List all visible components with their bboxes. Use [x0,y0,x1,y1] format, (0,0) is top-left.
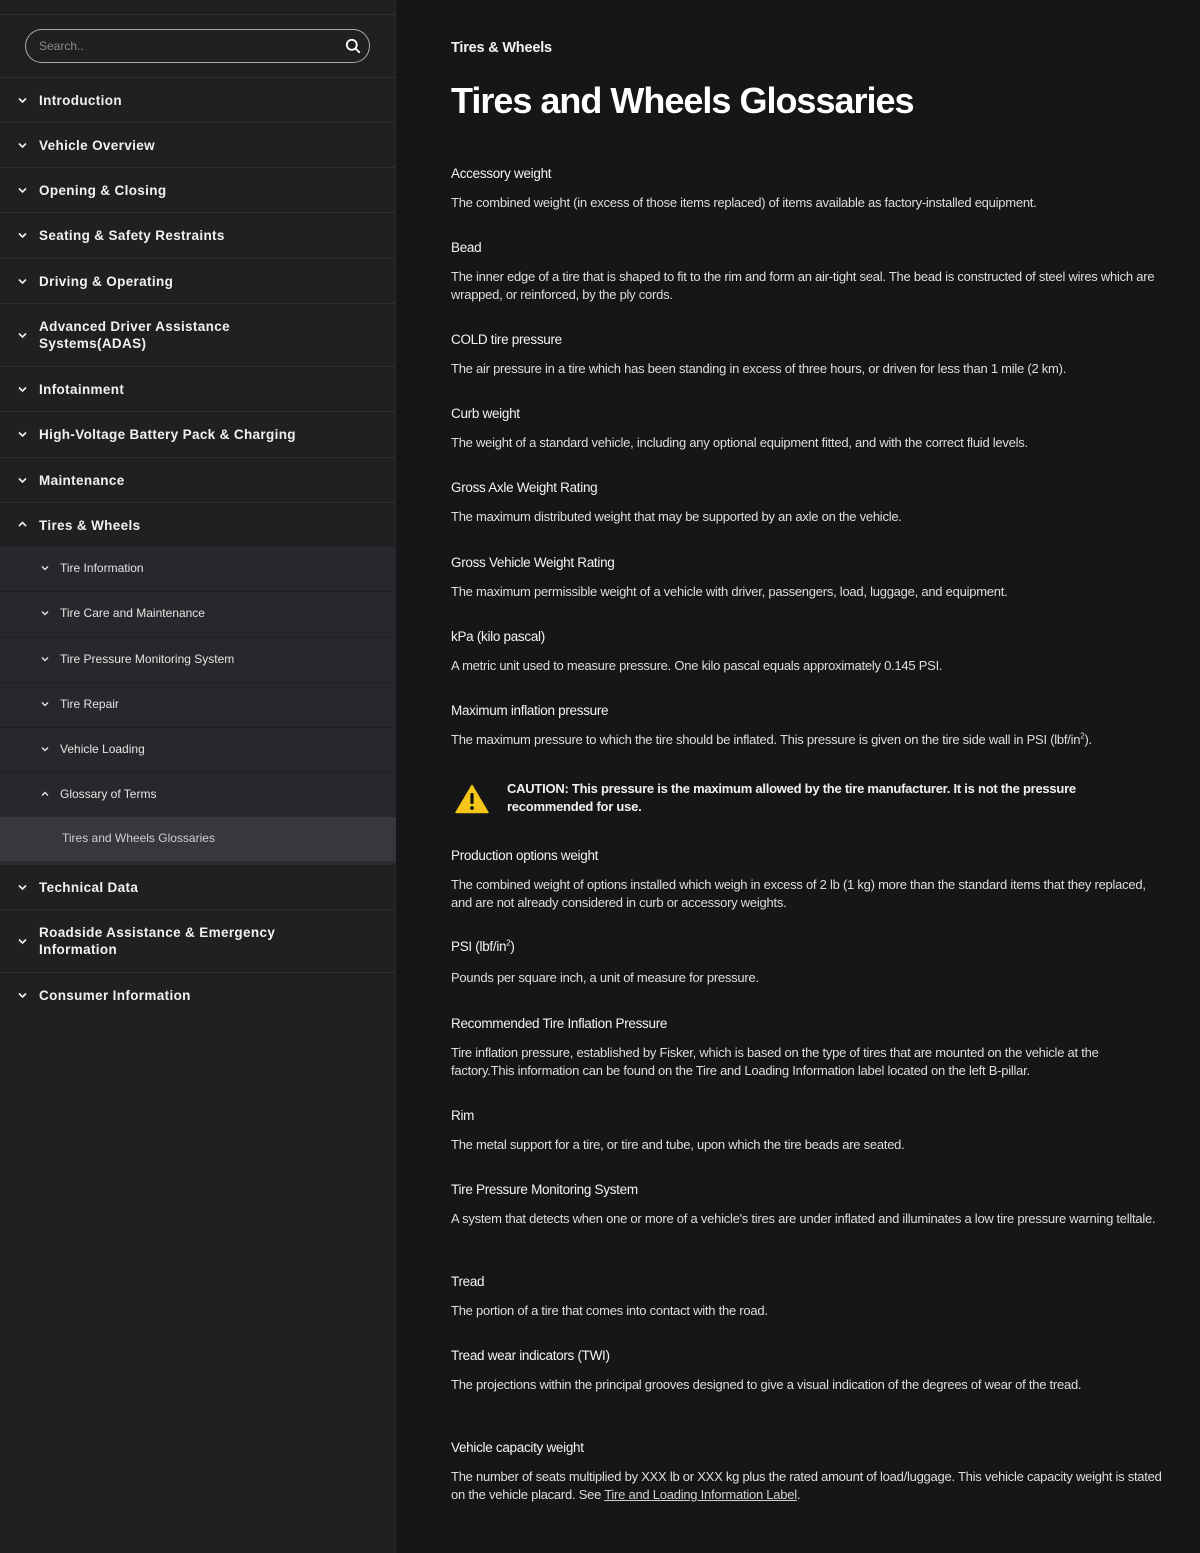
term-definition: The maximum permissible weight of a vehicle with driver, passengers, load, luggage, and equipment. [451,584,1008,599]
tire-loading-label-link[interactable]: Tire and Loading Information Label [604,1487,797,1502]
chevron-up-icon [40,789,50,799]
search-input[interactable] [25,29,370,63]
glossary-term [451,848,1163,912]
sidebar-item-introduction[interactable] [0,78,396,123]
sidebar-subitem-glossary[interactable] [0,773,396,817]
glossary-term [451,629,1163,675]
term-definition-text: ). [1084,732,1092,747]
sidebar-item-label: Introduction [39,93,122,108]
divider [0,14,396,15]
sidebar-item-label: Driving & Operating [39,274,174,289]
term-title: Gross Vehicle Weight Rating [451,555,615,570]
term-definition: The combined weight (in excess of those items replaced) of items available as factory-installed equipment. [451,195,1037,210]
term-title: Tire Pressure Monitoring System [451,1182,638,1197]
main-content [397,0,1200,1553]
term-definition-text: The number of seats multiplied by XXX lb or XXX kg plus the rated amount of load/luggage. This vehicle capacity weight is stated on the vehicle placard. See [451,1469,1162,1502]
chevron-down-icon [17,990,28,1001]
term-definition-text: The maximum pressure to which the tire should be inflated. This pressure is given on the tire side wall in PSI (lbf/in [451,732,1081,747]
sidebar-subitem-tire-care[interactable] [0,592,396,638]
term-definition: The combined weight of options installed which weigh in excess of 2 lb (1 kg) more than the standard items that they replaced, and are not already considered in curb or accessory weights. [451,877,1146,910]
term-title: Maximum inflation pressure [451,703,609,718]
sidebar-subitem-vehicle-loading[interactable] [0,728,396,773]
chevron-down-icon [40,744,50,754]
chevron-down-icon [17,185,28,196]
chevron-down-icon [17,936,28,947]
term-title: Vehicle capacity weight [451,1440,584,1455]
glossary-term [451,703,1163,749]
glossary-term [451,406,1163,452]
sidebar-item-label: Technical Data [39,880,139,895]
sidebar-item-label: Tires & Wheels [39,518,141,533]
term-definition: A metric unit used to measure pressure. One kilo pascal equals approximately 0.145 PSI. [451,658,943,673]
sidebar-subitem-tpms[interactable] [0,638,396,683]
term-definition [451,731,1163,749]
warning-triangle-icon [455,784,489,814]
chevron-down-icon [40,654,50,664]
term-title: kPa (kilo pascal) [451,629,545,644]
term-title: Recommended Tire Inflation Pressure [451,1016,668,1031]
search-icon[interactable] [345,38,361,54]
glossary-term [451,1274,1163,1320]
sidebar-item-maintenance[interactable] [0,458,396,503]
sidebar-subitem-tire-repair[interactable] [0,683,396,728]
glossary-term [451,240,1163,304]
term-title: Gross Axle Weight Rating [451,480,598,495]
glossary-term [451,166,1163,212]
chevron-down-icon [40,699,50,709]
term-title: COLD tire pressure [451,332,562,347]
sidebar-item-label: Vehicle Overview [39,138,155,153]
term-definition-text: . [796,1487,801,1502]
chevron-down-icon [17,230,28,241]
term-definition [451,1468,1163,1504]
glossary-term [451,332,1163,378]
glossary-term [451,1348,1163,1394]
term-title [451,939,1163,955]
term-title: Curb weight [451,406,520,421]
sidebar-item-opening-closing[interactable] [0,168,396,213]
chevron-down-icon [17,95,28,106]
term-definition: The inner edge of a tire that is shaped to fit to the rim and form an air-tight seal. The bead is constructed of steel wires which are wrapped, or reinforced, by the ply cords. [451,269,1155,302]
term-definition: The projections within the principal grooves designed to give a visual indication of the degrees of wear of the tread. [451,1377,1082,1392]
sidebar-item-technical-data[interactable] [0,865,396,910]
sidebar-item-label: Maintenance [39,473,125,488]
term-definition: The air pressure in a tire which has been standing in excess of three hours, or driven for less than 1 mile (2 km). [451,361,1067,376]
sidebar-subitem-label: Tire Repair [60,697,119,711]
term-title: Production options weight [451,848,599,863]
chevron-down-icon [17,140,28,151]
caution-text: CAUTION: This pressure is the maximum allowed by the tire manufacturer. It is not the pressure recommended for use. [507,781,1076,814]
breadcrumb[interactable]: Tires & Wheels [451,40,552,56]
sidebar-item-label: Consumer Information [39,988,191,1003]
sidebar-item-vehicle-overview[interactable] [0,123,396,168]
sidebar-item-label: High-Voltage Battery Pack & Charging [39,427,296,442]
sidebar [0,0,396,1553]
term-title: Accessory weight [451,166,552,181]
chevron-down-icon [17,384,28,395]
sidebar-item-label: Opening & Closing [39,183,167,198]
chevron-down-icon [40,608,50,618]
chevron-down-icon [17,276,28,287]
glossary-term [451,1016,1163,1080]
term-definition: A system that detects when one or more of a vehicle's tires are under inflated and illuminates a low tire pressure warning telltale. [451,1211,1156,1226]
term-title: Bead [451,240,482,255]
term-definition: Pounds per square inch, a unit of measure for pressure. [451,970,759,985]
sidebar-item-roadside-assistance[interactable] [0,910,396,973]
term-definition: The weight of a standard vehicle, including any optional equipment fitted, and with the correct fluid levels. [451,435,1028,450]
term-definition: The portion of a tire that comes into contact with the road. [451,1303,768,1318]
sidebar-active-label: Tires and Wheels Glossaries [62,831,215,845]
term-title: Rim [451,1108,475,1123]
sidebar-subitem-label: Glossary of Terms [60,787,157,801]
chevron-down-icon [17,429,28,440]
glossary-term [451,480,1163,526]
term-definition: The metal support for a tire, or tire and tube, upon which the tire beads are seated. [451,1137,905,1152]
sidebar-item-seating-safety[interactable] [0,213,396,259]
glossary-term [451,939,1163,987]
chevron-down-icon [40,563,50,573]
sidebar-item-battery-charging[interactable] [0,412,396,458]
sidebar-item-label: Infotainment [39,382,125,397]
chevron-down-icon [17,475,28,486]
glossary-term [451,1108,1163,1154]
sidebar-subitem-label: Vehicle Loading [60,742,145,756]
glossary-term [451,555,1163,601]
sidebar-subitem-label: Tire Care and Maintenance [60,606,205,620]
term-definition: The maximum distributed weight that may be supported by an axle on the vehicle. [451,509,902,524]
sidebar-item-tires-wheels[interactable] [0,503,396,547]
sidebar-active-item-glossaries[interactable] [0,817,396,861]
sidebar-subitem-label: Tire Information [60,561,144,575]
glossary-term [451,1440,1163,1504]
sidebar-item-label: Advanced Driver Assistance Systems(ADAS) [39,319,230,351]
sidebar-item-driving-operating[interactable] [0,259,396,304]
sidebar-item-adas[interactable] [0,304,396,367]
sidebar-subitem-tire-information[interactable] [0,547,396,592]
sidebar-item-label: Roadside Assistance & Emergency Information [39,925,276,957]
search-box [25,29,370,63]
sidebar-item-label: Seating & Safety Restraints [39,228,225,243]
term-definition: Tire inflation pressure, established by Fisker, which is based on the type of tires that are mounted on the vehicle at the factory.This information can be found on the Tire and Loading Information label located on the left B-pillar. [451,1045,1099,1078]
chevron-down-icon [17,330,28,341]
term-title: Tread [451,1274,485,1289]
sidebar-subitem-label: Tire Pressure Monitoring System [60,652,235,666]
sidebar-item-consumer-information[interactable] [0,973,396,1018]
term-title-text: ) [510,939,515,954]
superscript: 2 [506,938,511,948]
term-title-text: PSI (lbf/in [451,939,507,954]
chevron-up-icon [17,519,28,530]
chevron-down-icon [17,882,28,893]
glossary-term [451,1182,1163,1228]
sidebar-item-infotainment[interactable] [0,367,396,412]
page-title: Tires and Wheels Glossaries [451,80,914,121]
term-title: Tread wear indicators (TWI) [451,1348,610,1363]
caution-notice [451,780,1163,820]
superscript: 2 [1080,731,1085,741]
